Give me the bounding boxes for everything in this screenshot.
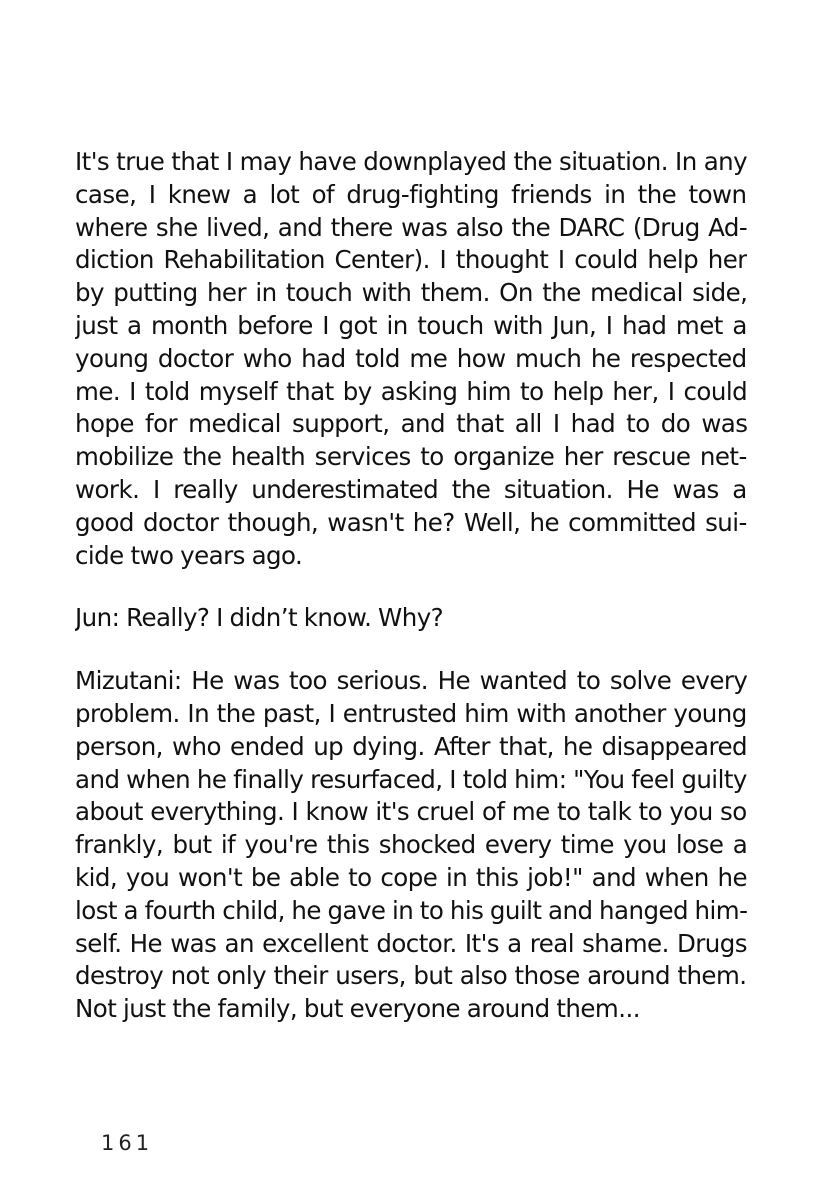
text-line: case, I knew a lot of drug-fighting friends in the town xyxy=(75,179,747,209)
text-line: lost a fourth child, he gave in to his guilt and hanged him- xyxy=(75,895,747,925)
paragraph-jun-question xyxy=(75,602,747,635)
paragraph-mizutani-intro xyxy=(75,146,747,572)
text-line: just a month before I got in touch with Jun, I had met a xyxy=(75,310,747,340)
text-line: work. I really underestimated the situation. He was a xyxy=(75,474,747,504)
text-line: cide two years ago. xyxy=(75,540,303,570)
text-line: young doctor who had told me how much he respected xyxy=(75,343,747,373)
text-line: destroy not only their users, but also those around them. xyxy=(75,961,747,991)
paragraph-mizutani-answer xyxy=(75,665,747,1026)
page-number: 161 xyxy=(101,1131,154,1155)
text-line: Mizutani: He was too serious. He wanted to solve every xyxy=(75,666,747,696)
text-line: frankly, but if you're this shocked every time you lose a xyxy=(75,830,747,860)
text-line: hope for medical support, and that all I had to do was xyxy=(75,409,747,439)
text-line: kid, you won't be able to cope in this job!" and when he xyxy=(75,862,747,892)
text-line: person, who ended up dying. After that, he disappeared xyxy=(75,731,747,761)
text-line: mobilize the health services to organize her rescue net- xyxy=(75,442,747,472)
text-line: and when he finally resurfaced, I told him: "You feel guilty xyxy=(75,764,747,794)
text-line: self. He was an excellent doctor. It's a real shame. Drugs xyxy=(75,928,747,958)
text-line: Jun: Really? I didn’t know. Why? xyxy=(75,603,444,633)
text-line: Not just the family, but everyone around them... xyxy=(75,994,640,1024)
text-line: It's true that I may have downplayed the situation. In any xyxy=(75,147,747,176)
text-line: me. I told myself that by asking him to help her, I could xyxy=(75,376,747,406)
text-line: by putting her in touch with them. On the medical side, xyxy=(75,278,747,308)
body-text xyxy=(75,146,747,1026)
text-line: about everything. I know it's cruel of me to talk to you so xyxy=(75,797,747,827)
text-line: problem. In the past, I entrusted him with another young xyxy=(75,698,747,728)
text-line: where she lived, and there was also the DARC (Drug Ad- xyxy=(75,212,747,242)
text-line: good doctor though, wasn't he? Well, he committed sui- xyxy=(75,507,747,537)
text-line: diction Rehabilitation Center). I thought I could help her xyxy=(75,245,747,275)
